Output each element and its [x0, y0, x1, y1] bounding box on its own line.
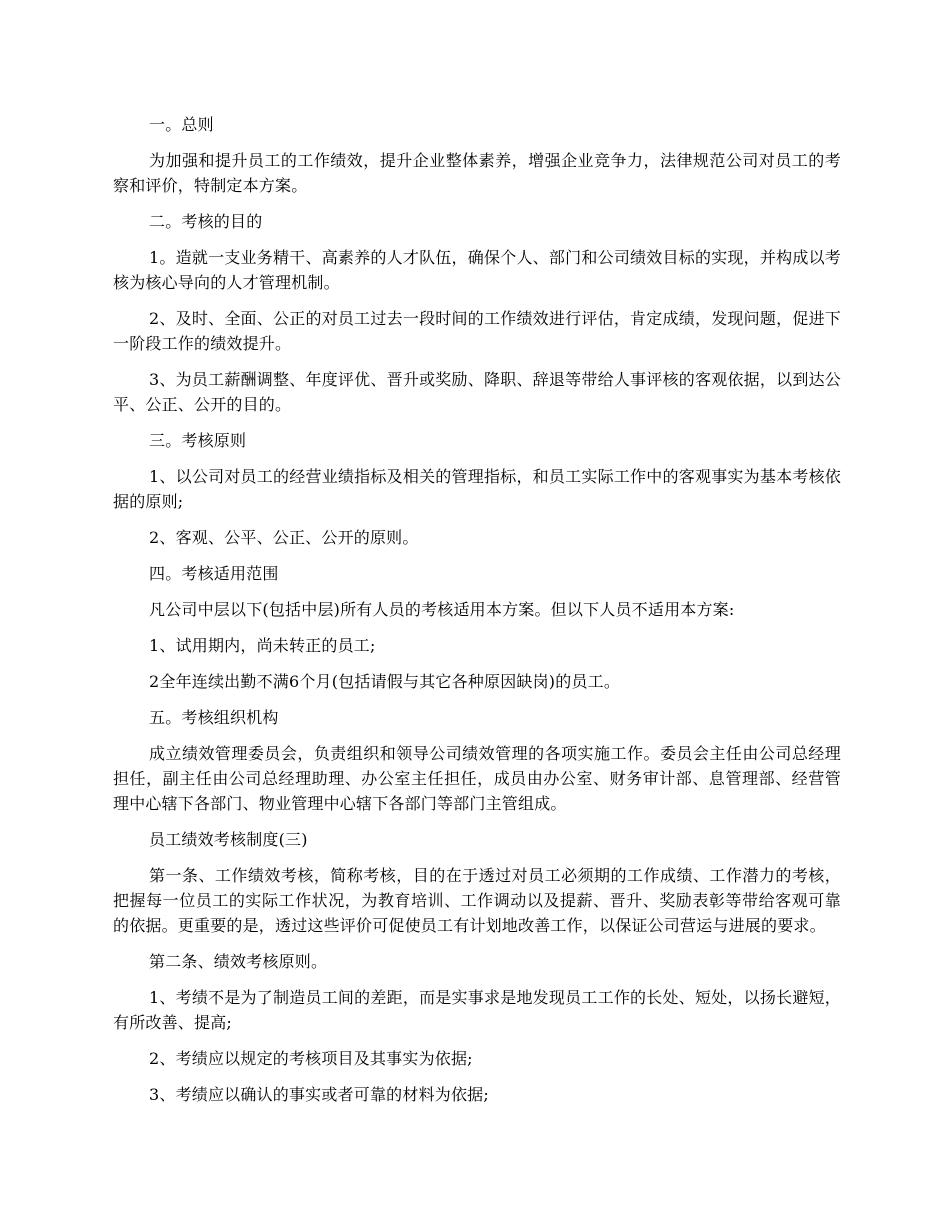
document-body: [113, 112, 841, 1118]
paragraph-article-2-item-3: 3、考绩应以确认的事实或者可靠的材料为依据;: [149, 1085, 489, 1104]
section-heading-scope: 四。考核适用范围: [149, 564, 279, 583]
section-heading-organization: 五。考核组织机构: [149, 708, 279, 727]
paragraph-principle-2: 2、客观、公平、公正、公开的原则。: [149, 528, 419, 547]
paragraph-article-1: 第一条、工作绩效考核，简称考核，目的在于透过对员工必须期的工作成绩、工作潜力的考核，把握每一位员工的实际工作状况，为教育培训、工作调动以及提薪、晋升、奖励表彰等带给客观可靠的依据。更重要的是，透过这些评价可促使员工有计划地改善工作，以保证公司营运与进展的要求。: [113, 866, 841, 935]
paragraph-article-2: 第二条、绩效考核原则。: [149, 952, 328, 971]
section-heading-system-3: 员工绩效考核制度(三): [149, 830, 308, 849]
section-heading-general: 一。总则: [149, 115, 214, 134]
paragraph-objective-1: 1。造就一支业务精干、高素养的人才队伍，确保个人、部门和公司绩效目标的实现，并构成以考核为核心导向的人才管理机制。: [113, 248, 841, 292]
paragraph-article-2-item-1: 1、考绩不是为了制造员工间的差距，而是实事求是地发现员工工作的长处、短处，以扬长避短，有所改善、提高;: [113, 988, 841, 1032]
paragraph-scope-exclusion-2: 2全年连续出勤不满6个月(包括请假与其它各种原因缺岗)的员工。: [149, 672, 621, 691]
paragraph-organization: 成立绩效管理委员会，负责组织和领导公司绩效管理的各项实施工作。委员会主任由公司总经理担任，副主任由公司总经理助理、办公室主任担任，成员由办公室、财务审计部、息管理部、经营管理中心辖下各部门、物业管理中心辖下各部门等部门主管组成。: [113, 744, 841, 813]
paragraph-principle-1: 1、以公司对员工的经营业绩指标及相关的管理指标，和员工实际工作中的客观事实为基本考核依据的原则;: [113, 467, 841, 511]
paragraph-scope-exclusion-1: 1、试用期内，尚未转正的员工;: [149, 636, 376, 655]
section-heading-principles: 三。考核原则: [149, 431, 247, 450]
paragraph-purpose-intro: 为加强和提升员工的工作绩效，提升企业整体素养，增强企业竞争力，法律规范公司对员工的考察和评价，特制定本方案。: [113, 151, 841, 195]
section-heading-objectives: 二。考核的目的: [149, 212, 263, 231]
paragraph-article-2-item-2: 2、考绩应以规定的考核项目及其事实为依据;: [149, 1049, 473, 1068]
paragraph-objective-3: 3、为员工薪酬调整、年度评优、晋升或奖励、降职、辞退等带给人事评核的客观依据，以到达公平、公正、公开的目的。: [113, 370, 841, 414]
paragraph-scope-intro: 凡公司中层以下(包括中层)所有人员的考核适用本方案。但以下人员不适用本方案:: [149, 600, 735, 619]
paragraph-objective-2: 2、及时、全面、公正的对员工过去一段时间的工作绩效进行评估，肯定成绩，发现问题，促进下一阶段工作的绩效提升。: [113, 309, 841, 353]
